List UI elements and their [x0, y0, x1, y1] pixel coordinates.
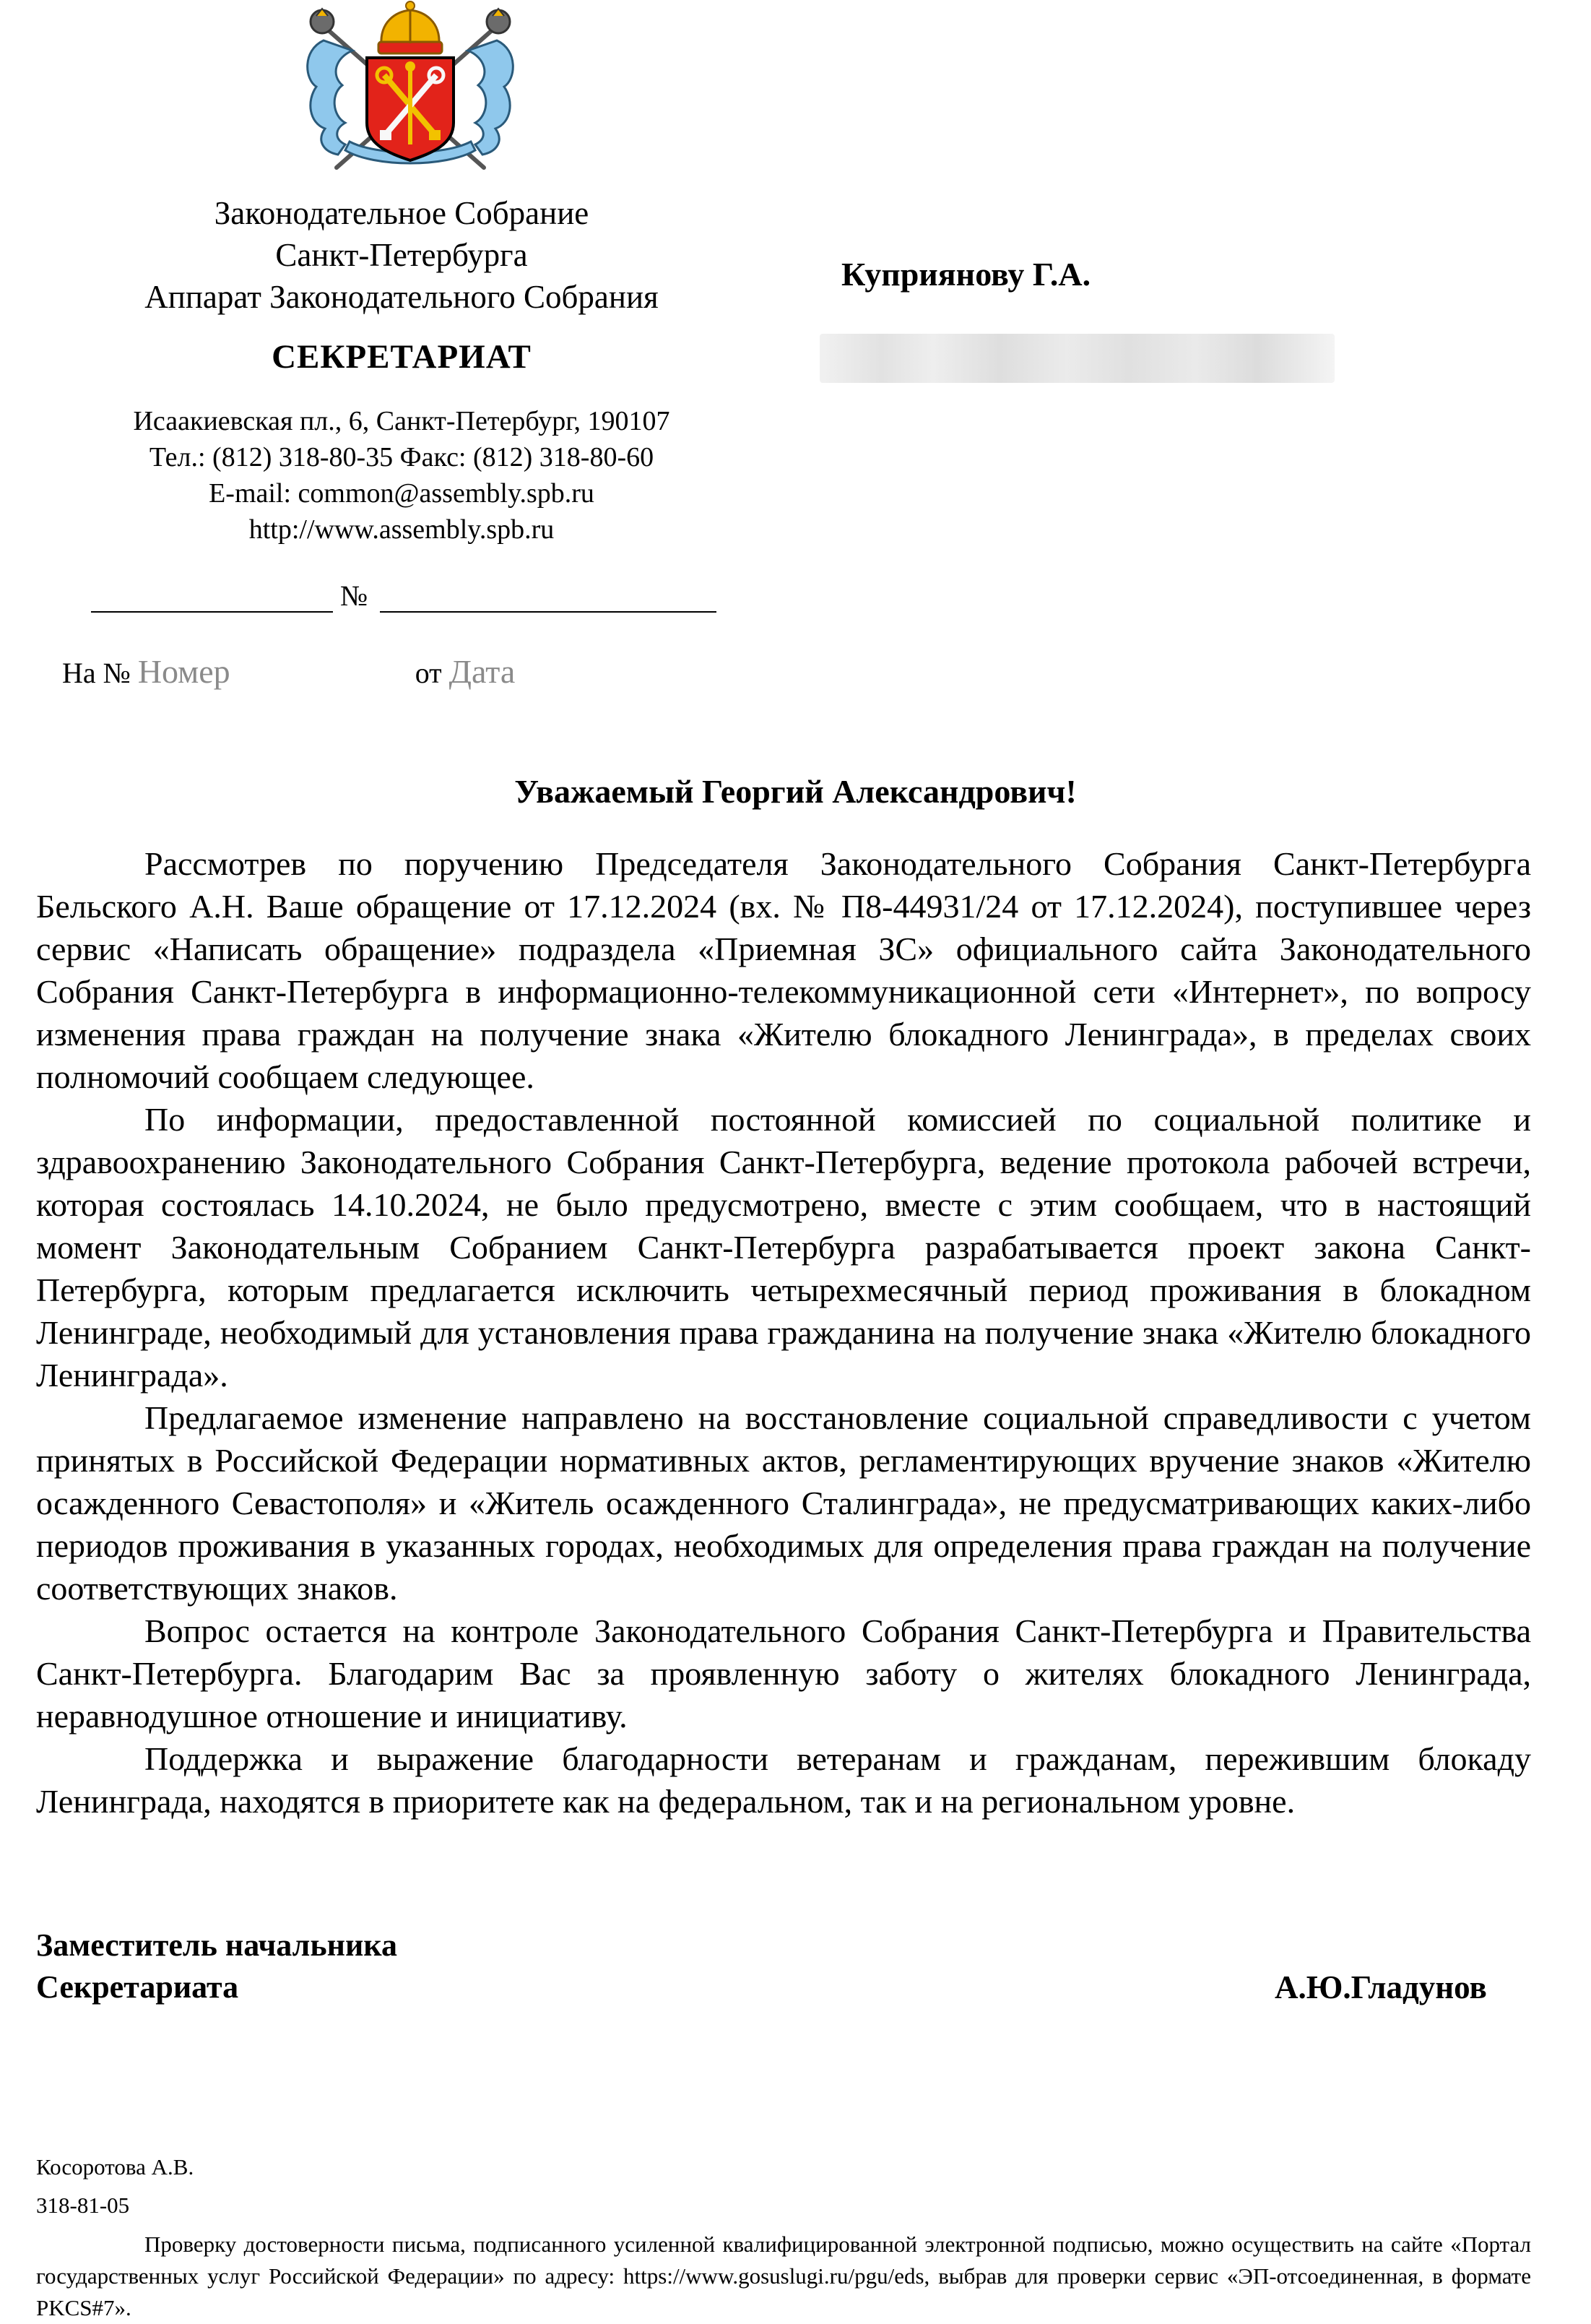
registration-number-sign: №	[340, 579, 368, 612]
body-paragraph: Рассмотрев по поручению Председателя Законодательного Собрания Санкт-Петербурга Бельского А.Н. Ваше обращение от 17.12.2024 (вх. № П8-44931/24 от 17.12.2024), поступившее через сервис «Написать обращение» подраздела «Приемная ЗС» официального сайта Законодательного Собрания Санкт-Петербурга в информационно-телекоммуникационной сети «Интернет», по вопросу изменения права граждан на получение знака «Жителю блокадного Ленинграда», в пределах своих полномочий сообщаем следующее.	[36, 845, 1531, 1095]
org-phones: Тел.: (812) 318-80-35 Факс: (812) 318-80-60	[149, 442, 654, 472]
reference-prefix: На №	[62, 657, 131, 689]
department-title: СЕКРЕТАРИАТ	[272, 338, 532, 376]
redacted-recipient-address	[820, 334, 1335, 383]
reference-from-label: от	[415, 657, 442, 689]
signer-position-line-1: Заместитель начальника	[36, 1927, 397, 1963]
body-paragraph: Поддержка и выражение благодарности ветеранам и гражданам, пережившим блокаду Ленинграда, находятся в приоритете как на федеральном, так и на региональном уровне.	[36, 1740, 1531, 1820]
reference-line	[62, 650, 515, 694]
registration-number-blank	[380, 611, 716, 613]
body-paragraph: Предлагаемое изменение направлено на восстановление социальной справедливости с учетом принятых в Российской Федерации нормативных актов, регламентирующих вручение знаков «Жителю осажденного Севастополя» и «Житель осажденного Сталинграда», не предусматривающих каких-либо периодов проживания в указанных городах, необходимых для определения права граждан на получение соответствующих знаков.	[36, 1399, 1531, 1607]
signer-name: А.Ю.Гладунов	[1275, 1969, 1487, 2005]
signer-position-line-2: Секретариата	[36, 1969, 239, 2005]
org-name-line-2: Санкт-Петербурга	[275, 237, 528, 273]
spb-coat-of-arms-icon	[295, 0, 526, 176]
org-name-line-1: Законодательное Собрание	[214, 195, 589, 231]
org-address: Исаакиевская пл., 6, Санкт-Петербург, 190107	[133, 406, 670, 436]
reference-date-field: Дата	[448, 653, 516, 690]
org-name-line-3: Аппарат Законодательного Собрания	[144, 279, 659, 315]
registration-line	[91, 578, 719, 618]
reference-number-field: Номер	[137, 653, 230, 690]
recipient-name: Куприянову Г.А.	[841, 256, 1091, 293]
executor-name: Косоротова А.В.	[36, 2154, 194, 2180]
body-paragraph: По информации, предоставленной постоянной комиссией по социальной политике и здравоохранению Законодательного Собрания Санкт-Петербурга, ведение протокола рабочей встречи, которая состоялась 14.10.2024, не было предусмотрено, вместе с этим сообщаем, что в настоящий момент Законодательным Собранием Санкт-Петербурга разрабатывается проект закона Санкт-Петербурга, которым предлагается исключить четырехмесячный период проживания в блокадном Ленинграде, необходимый для установления права гражданина на получение знака «Жителю блокадного Ленинграда».	[36, 1101, 1531, 1394]
letter-body	[36, 842, 1531, 1823]
registration-date-blank	[91, 611, 333, 613]
signature-verification-note: Проверку достоверности письма, подписанного усиленной квалифицированной электронной подписью, можно осуществить на сайте «Портал государственных услуг Российской Федерации» по адресу: https://www.gosuslugi.ru/pgu/eds, выбрав для проверки сервис «ЭП-отсоединенная, в формате PKCS#7».	[36, 2232, 1531, 2320]
org-website: http://www.assembly.spb.ru	[248, 514, 555, 545]
signer-position	[36, 1925, 397, 2008]
executor-phone: 318-81-05	[36, 2193, 130, 2218]
body-paragraph: Вопрос остается на контроле Законодательного Собрания Санкт-Петербурга и Правительства Санкт-Петербурга. Благодарим Вас за проявленную заботу о жителях блокадного Ленинграда, неравнодушное отношение и инициативу.	[36, 1612, 1531, 1735]
salutation: Уважаемый Георгий Александрович!	[514, 773, 1077, 810]
org-email: E-mail: common@assembly.spb.ru	[209, 478, 594, 509]
